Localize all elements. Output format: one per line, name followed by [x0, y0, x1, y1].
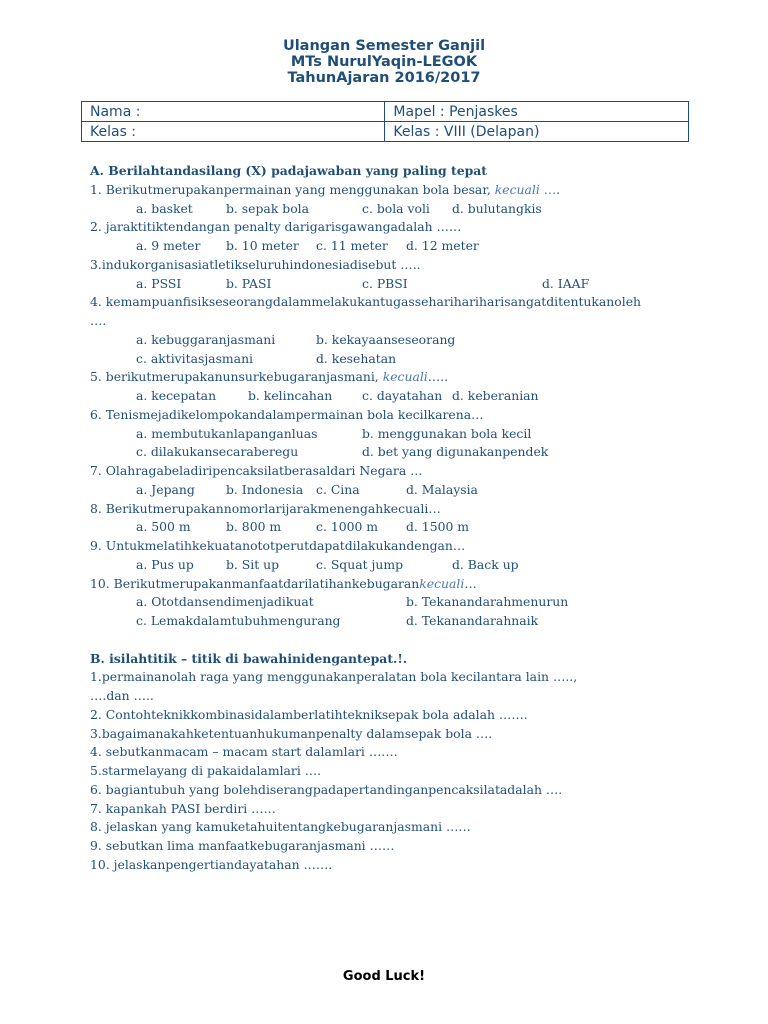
question-b2: 2. Contohteknikkombinasidalamberlatihtekniksepak bola adalah ……. [90, 706, 528, 722]
section-b-title: B. isilahtitik – titik di bawahinidengantepat.!. [90, 650, 408, 666]
question-a1 [90, 181, 690, 200]
grade-field: Kelas : VIII (Delapan) [385, 122, 689, 142]
option-d: d. bulutangkis [452, 200, 542, 216]
option-d: d. Malaysia [406, 481, 478, 497]
question-a9: 9. Untukmelatihkekuatanototperutdapatdilakukandengan… [90, 538, 466, 553]
option-a: a. 500 m [136, 519, 191, 535]
option-c: c. Cina [316, 481, 360, 497]
question-a4-continued: …. [90, 313, 107, 328]
name-field: Nama : [82, 102, 385, 122]
option-c: c. PBSI [362, 275, 408, 291]
question-b4: 4. sebutkanmacam – macam start dalamlari ……. [90, 744, 398, 760]
options-a6-row1 [90, 425, 690, 444]
options-a3 [90, 275, 690, 294]
option-c: c. Lemakdalamtubuhmengurang [136, 613, 341, 628]
question-b6: 6. bagiantubuh yang bolehdiserangpadapertandinganpencaksilatadalah …. [90, 781, 563, 797]
question-b5: 5.starmelayang di pakaidalamlari …. [90, 763, 322, 778]
options-a5 [90, 387, 690, 406]
question-tail: … [464, 575, 477, 591]
question-emphasis: kecuali … [494, 181, 557, 197]
question-a2: 2. jaraktitiktendangan penalty darigarisgawangadalah …… [90, 219, 462, 235]
question-b8: 8. jelaskan yang kamuketahuitentangkebugaranjasmani …… [90, 819, 471, 835]
option-a: a. kecepatan [136, 388, 217, 403]
option-d: d. kesehatan [316, 350, 397, 366]
option-d: d. Back up [452, 556, 519, 572]
question-a5 [90, 368, 690, 387]
option-a: a. 9 meter [136, 238, 201, 253]
option-a: a. PSSI [136, 275, 182, 291]
option-b: b. Sit up [226, 556, 280, 572]
option-d: d. 12 meter [406, 238, 479, 253]
options-a1 [90, 200, 690, 219]
options-a4-row1 [90, 331, 690, 350]
options-a6-row2 [90, 443, 690, 462]
exam-title: Ulangan Semester Ganjil [282, 38, 486, 54]
question-text: 5. berikutmerupakanunsurkebugaranjasmani, [90, 369, 383, 385]
option-a: a. Ototdansendimenjadikuat [136, 594, 314, 610]
question-text: 10. Berikutmerupakanmanfaatdarilatihankebugaran [90, 575, 420, 591]
option-c: c. aktivitasjasmani [136, 350, 254, 366]
question-a8: 8. Berikutmerupakannomorlarijarakmenengahkecuali… [90, 500, 441, 516]
option-b: b. 10 meter [226, 238, 299, 253]
exam-header [0, 38, 768, 86]
option-b: b. kekayaanseseorang [316, 331, 456, 347]
option-a: a. basket [136, 200, 193, 216]
question-tail: ….. [427, 369, 449, 385]
question-b9: 9. sebutkan lima manfaatkebugaranjasmani …… [90, 838, 395, 853]
option-a: a. kebuggaranjasmani [136, 331, 276, 347]
option-a: a. Jepang [136, 481, 195, 497]
question-a3: 3.indukorganisasiatletikseluruhindonesiadisebut ….. [90, 256, 421, 272]
option-c: c. Squat jump [316, 556, 404, 572]
class-field: Kelas : [82, 122, 385, 142]
question-a7: 7. Olahragabeladiripencaksilatberasaldari Negara … [90, 463, 423, 478]
option-d: d. IAAF [542, 275, 590, 291]
subject-field: Mapel : Penjaskes [385, 102, 689, 122]
options-a7 [90, 481, 690, 500]
question-b10: 10. jelaskanpengertiandayatahan ……. [90, 856, 333, 872]
option-b: b. Indonesia [226, 481, 304, 497]
option-a: a. Pus up [136, 556, 194, 572]
option-d: d. keberanian [452, 388, 539, 403]
option-b: b. PASI [226, 275, 272, 291]
options-a10-row2 [90, 612, 690, 631]
academic-year: TahunAjaran 2016/2017 [287, 70, 481, 86]
exam-content [90, 162, 690, 875]
question-b7: 7. kapankah PASI berdiri …… [90, 800, 276, 816]
options-a8 [90, 518, 690, 537]
option-b: b. 800 m [226, 519, 282, 535]
question-a4: 4. kemampuanfisikseseorangdalammelakukantugasseharihariharisangatditentukanoleh [90, 294, 642, 310]
option-b: b. kelincahan [248, 388, 333, 403]
question-a6: 6. Tenismejadikelompokandalampermainan bola kecilkarena… [90, 406, 484, 422]
option-b: b. menggunakan bola kecil [362, 425, 532, 441]
option-d: d. Tekanandarahnaik [406, 613, 539, 628]
options-a9 [90, 556, 690, 575]
section-a-title: A. Berilahtandasilang (X) padajawaban yang paling tepat [90, 163, 488, 178]
question-b3: 3.bagaimanakahketentuanhukumanpenalty dalamsepak bola …. [90, 725, 493, 741]
good-luck-text: Good Luck! [342, 969, 426, 984]
options-a4-row2 [90, 350, 690, 369]
student-info-table [81, 101, 689, 142]
options-a2 [90, 237, 690, 256]
option-a: a. membutukanlapanganluas [136, 425, 318, 441]
option-d: d. 1500 m [406, 519, 470, 535]
question-text: 1. Berikutmerupakanpermainan yang menggunakan bola besar, [90, 181, 495, 197]
question-tail: . [556, 181, 561, 197]
option-c: c. 1000 m [316, 519, 379, 535]
question-a10 [90, 575, 690, 594]
option-c: c. 11 meter [316, 238, 388, 253]
question-emphasis: kecuali [382, 369, 428, 385]
school-name: MTs NurulYaqin-LEGOK [290, 54, 478, 70]
option-c: c. bola voli [362, 200, 430, 216]
option-b: b. sepak bola [226, 200, 310, 216]
option-b: b. Tekanandarahmenurun [406, 594, 569, 610]
option-c: c. dilakukansecaraberegu [136, 444, 299, 460]
question-emphasis: kecuali [419, 575, 465, 591]
option-c: c. dayatahan [362, 388, 443, 403]
options-a10-row1 [90, 593, 690, 612]
option-d: d. bet yang digunakanpendek [362, 444, 549, 460]
question-b1-continued: ….dan ….. [90, 688, 154, 703]
question-b1: 1.permainanolah raga yang menggunakanperalatan bola kecilantara lain ….., [90, 669, 578, 685]
